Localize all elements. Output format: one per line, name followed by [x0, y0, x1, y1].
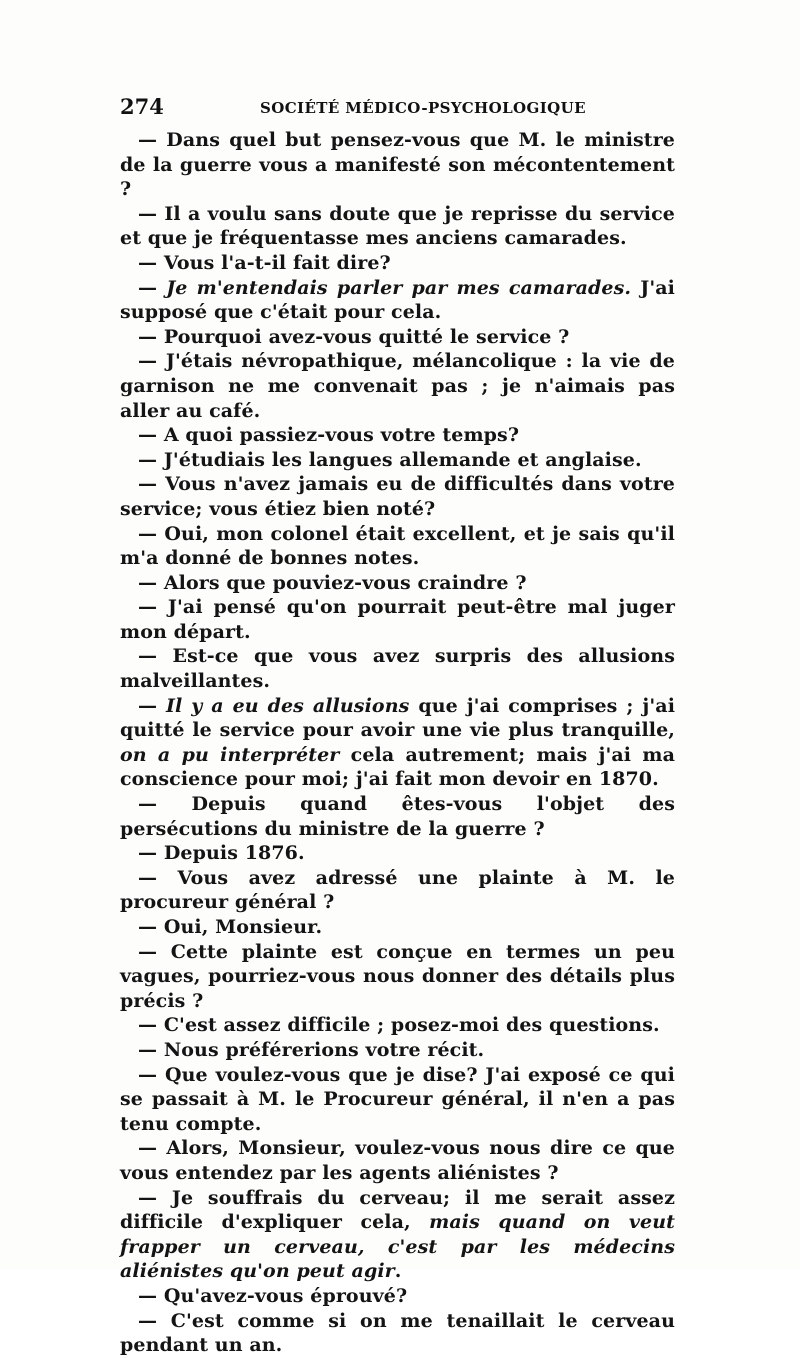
paragraph [120, 1063, 675, 1137]
text-run: — A quoi passiez-vous votre temps? [138, 424, 520, 447]
paragraph [120, 522, 675, 571]
paragraph [120, 915, 675, 940]
text-run: — Vous l'a-t-il fait dire? [138, 251, 391, 274]
paragraph [120, 251, 675, 276]
body-text [120, 128, 675, 1358]
text-run: — J'ai pensé qu'on pourrait peut-être mal juger mon départ. [120, 596, 675, 643]
paragraph [120, 792, 675, 841]
paragraph [120, 276, 675, 325]
text-run: — Que voulez-vous que je dise? J'ai exposé ce qui se passait à M. le Procureur général, il n'en a pas tenu compte. [120, 1063, 675, 1135]
text-run: — C'est assez difficile ; posez-moi des questions. [138, 1014, 660, 1037]
text-run: — Nous préférerions votre récit. [138, 1038, 485, 1061]
text-run: — Cette plainte est conçue en termes un peu vagues, pourriez-vous nous donner des détails plus précis ? [120, 940, 675, 1012]
paragraph [120, 1013, 675, 1038]
paragraph [120, 128, 675, 202]
paragraph [120, 423, 675, 448]
paragraph [120, 349, 675, 423]
text-run: — Vous n'avez jamais eu de difficultés dans votre service; vous étiez bien noté? [120, 473, 675, 520]
paragraph [120, 1284, 675, 1309]
paragraph [120, 571, 675, 596]
running-title: SOCIÉTÉ MÉDICO-PSYCHOLOGIQUE [260, 99, 586, 117]
text-run: — [138, 694, 167, 717]
text-run: — Je souffrais du cerveau; il me serait assez difficile d'expliquer cela, [120, 1186, 675, 1234]
page-number: 274 [120, 94, 164, 119]
text-run: — Il a voulu sans doute que je reprisse du service et que je fréquentasse mes anciens camarades. [120, 202, 675, 250]
text-run: — Oui, mon colonel était excellent, et je sais qu'il m'a donné de bonnes notes. [120, 522, 675, 570]
text-run: J'ai supposé que c'était pour cela. [120, 276, 675, 324]
text-run: — Alors que pouviez-vous craindre ? [138, 571, 527, 594]
italic-text: Il y a eu des allusions [166, 694, 410, 717]
text-run: cela autrement; mais j'ai ma conscience pour moi; j'ai fait mon devoir en 1870. [120, 743, 675, 791]
text-run: — Depuis 1876. [138, 842, 305, 865]
text-run: — Oui, Monsieur. [138, 916, 323, 938]
text-run: — J'étais névropathique, mélancolique : la vie de garnison ne me convenait pas ; je n'aimais pas aller au café. [120, 350, 675, 422]
paragraph [120, 1038, 675, 1063]
text-run: — Vous avez adressé une plainte à M. le procureur général ? [120, 866, 675, 914]
text-run: — Depuis quand êtes-vous l'objet des persécutions du ministre de la guerre ? [120, 793, 675, 840]
text-run: — [138, 276, 167, 299]
paragraph [120, 325, 675, 350]
paragraph [120, 841, 675, 866]
italic-text: on a pu interpréter [120, 743, 340, 766]
italic-text: Je m'entendais parler par mes camarades. [166, 276, 632, 299]
text-run: — Alors, Monsieur, voulez-vous nous dire ce que vous entendez par les agents aliénistes ? [120, 1137, 675, 1184]
paragraph [120, 694, 675, 792]
text-run: que j'ai comprises ; j'ai quitté le service pour avoir une vie plus tranquille, [120, 694, 676, 742]
text-run: — Est-ce que vous avez surpris des allusions malveillantes. [120, 645, 675, 693]
text-run: . [394, 1260, 402, 1283]
text-run: — Dans quel but pensez-vous que M. le ministre de la guerre vous a manifesté son mécontentement ? [120, 129, 675, 201]
paragraph [120, 1186, 675, 1284]
paragraph [120, 1309, 675, 1358]
text-run: — Pourquoi avez-vous quitté le service ? [138, 325, 570, 348]
paragraph [120, 472, 675, 521]
text-run: — J'étudiais les langues allemande et anglaise. [138, 448, 642, 471]
text-run: — Qu'avez-vous éprouvé? [138, 1284, 408, 1307]
page-header [120, 94, 675, 120]
paragraph [120, 940, 675, 1014]
italic-text: mais quand on veut frapper un cerveau, c'est par les médecins aliénistes qu'on peut agir [120, 1211, 675, 1283]
text-run: — C'est comme si on me tenaillait le cerveau pendant un an. [120, 1309, 675, 1357]
paragraph [120, 595, 675, 644]
paragraph [120, 866, 675, 915]
paragraph [120, 202, 675, 251]
paragraph [120, 1136, 675, 1185]
paragraph [120, 448, 675, 473]
paragraph [120, 644, 675, 693]
